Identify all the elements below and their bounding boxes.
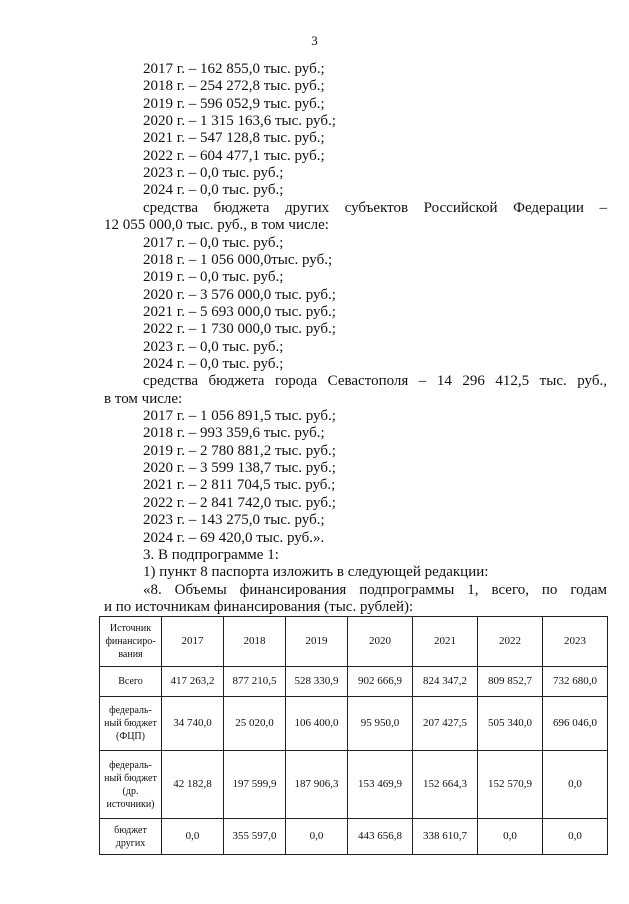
table-cell: Всего	[100, 667, 162, 697]
table-header-cell: 2017	[162, 617, 224, 667]
paragraph-line-justified: «8. Объемы финансирования подпрограммы 1, всего, по годам	[143, 581, 607, 598]
table-cell: 187 906,3	[286, 751, 348, 819]
table-header-cell: 2021	[413, 617, 478, 667]
paragraph-line-justified: средства бюджета других субъектов Российской Федерации –	[143, 199, 607, 216]
table-cell: 0,0	[543, 819, 608, 855]
paragraph-line: 1) пункт 8 паспорта изложить в следующей редакции:	[143, 564, 489, 581]
year-amount-line: 2024 г. – 0,0 тыс. руб.;	[143, 182, 284, 199]
year-amount-line: 2022 г. – 1 730 000,0 тыс. руб.;	[143, 321, 336, 338]
year-amount-line: 2022 г. – 604 477,1 тыс. руб.;	[143, 147, 325, 164]
table-cell: 0,0	[478, 819, 543, 855]
table-header-cell: Источник финансиро-вания	[100, 617, 162, 667]
year-amount-line: 2024 г. – 69 420,0 тыс. руб.».	[143, 529, 325, 546]
table-cell: 824 347,2	[413, 667, 478, 697]
table-cell: 732 680,0	[543, 667, 608, 697]
table-cell: 34 740,0	[162, 697, 224, 751]
year-amount-line: 2017 г. – 1 056 891,5 тыс. руб.;	[143, 408, 336, 424]
year-amount-line: 2021 г. – 547 128,8 тыс. руб.;	[143, 130, 325, 147]
table-row	[100, 819, 608, 855]
year-amount-line: 2021 г. – 2 811 704,5 тыс. руб.;	[143, 477, 336, 494]
table-cell: 355 597,0	[224, 819, 286, 855]
table-row	[100, 751, 608, 819]
table-cell: 417 263,2	[162, 667, 224, 697]
table-cell: 338 610,7	[413, 819, 478, 855]
table-row	[100, 697, 608, 751]
table-cell: 197 599,9	[224, 751, 286, 819]
table-cell: федераль-ный бюджет (ФЦП)	[100, 697, 162, 751]
table-cell: 207 427,5	[413, 697, 478, 751]
paragraph-line: и по источникам финансирования (тыс. рублей):	[104, 598, 414, 615]
paragraph-line: 3. В подпрограмме 1:	[143, 546, 279, 563]
year-amount-line: 2023 г. – 0,0 тыс. руб.;	[143, 165, 284, 182]
table-header-cell: 2023	[543, 617, 608, 667]
table-cell: 42 182,8	[162, 751, 224, 819]
table-cell: 528 330,9	[286, 667, 348, 697]
table-cell: 153 469,9	[348, 751, 413, 819]
table-header-cell: 2019	[286, 617, 348, 667]
page-number: 3	[311, 33, 318, 48]
table-cell: 696 046,0	[543, 697, 608, 751]
table-cell: 106 400,0	[286, 697, 348, 751]
table-cell: 443 656,8	[348, 819, 413, 855]
year-amount-line: 2017 г. – 0,0 тыс. руб.;	[143, 234, 284, 251]
table-header-row	[100, 617, 608, 667]
table-cell: 152 570,9	[478, 751, 543, 819]
year-amount-line: 2019 г. – 2 780 881,2 тыс. руб.;	[143, 442, 336, 459]
year-amount-line: 2023 г. – 0,0 тыс. руб.;	[143, 338, 284, 355]
table-header-cell: 2018	[224, 617, 286, 667]
year-amount-line: 2020 г. – 1 315 163,6 тыс. руб.;	[143, 113, 336, 129]
table-header-cell: 2022	[478, 617, 543, 667]
year-amount-line: 2018 г. – 1 056 000,0тыс. руб.;	[143, 251, 333, 268]
table-header-cell: 2020	[348, 617, 413, 667]
table-row	[100, 667, 608, 697]
table-cell: 809 852,7	[478, 667, 543, 697]
table-cell: бюджет других	[100, 819, 162, 855]
table-cell: 95 950,0	[348, 697, 413, 751]
year-amount-line: 2019 г. – 596 052,9 тыс. руб.;	[143, 95, 325, 112]
table-cell: 0,0	[543, 751, 608, 819]
table-cell: 0,0	[162, 819, 224, 855]
paragraph-line-justified: средства бюджета города Севастополя – 14 296 412,5 тыс. руб.,	[143, 373, 607, 390]
paragraph-line: 12 055 000,0 тыс. руб., в том числе:	[104, 217, 329, 234]
year-amount-line: 2023 г. – 143 275,0 тыс. руб.;	[143, 512, 325, 529]
year-amount-line: 2017 г. – 162 855,0 тыс. руб.;	[143, 61, 325, 77]
table-cell: 877 210,5	[224, 667, 286, 697]
table-cell: 25 020,0	[224, 697, 286, 751]
year-amount-line: 2018 г. – 254 272,8 тыс. руб.;	[143, 78, 325, 95]
paragraph-line: в том числе:	[104, 390, 183, 407]
year-amount-line: 2020 г. – 3 599 138,7 тыс. руб.;	[143, 460, 336, 477]
year-amount-line: 2022 г. – 2 841 742,0 тыс. руб.;	[143, 494, 336, 511]
year-amount-line: 2020 г. – 3 576 000,0 тыс. руб.;	[143, 286, 336, 303]
table-cell: 0,0	[286, 819, 348, 855]
table-cell: 902 666,9	[348, 667, 413, 697]
year-amount-line: 2018 г. – 993 359,6 тыс. руб.;	[143, 425, 325, 442]
table-cell: 505 340,0	[478, 697, 543, 751]
year-amount-line: 2024 г. – 0,0 тыс. руб.;	[143, 356, 284, 372]
financing-table	[99, 616, 608, 855]
year-amount-line: 2019 г. – 0,0 тыс. руб.;	[143, 269, 284, 286]
table-cell: федераль-ный бюджет (др. источники)	[100, 751, 162, 819]
year-amount-line: 2021 г. – 5 693 000,0 тыс. руб.;	[143, 303, 336, 320]
table-cell: 152 664,3	[413, 751, 478, 819]
